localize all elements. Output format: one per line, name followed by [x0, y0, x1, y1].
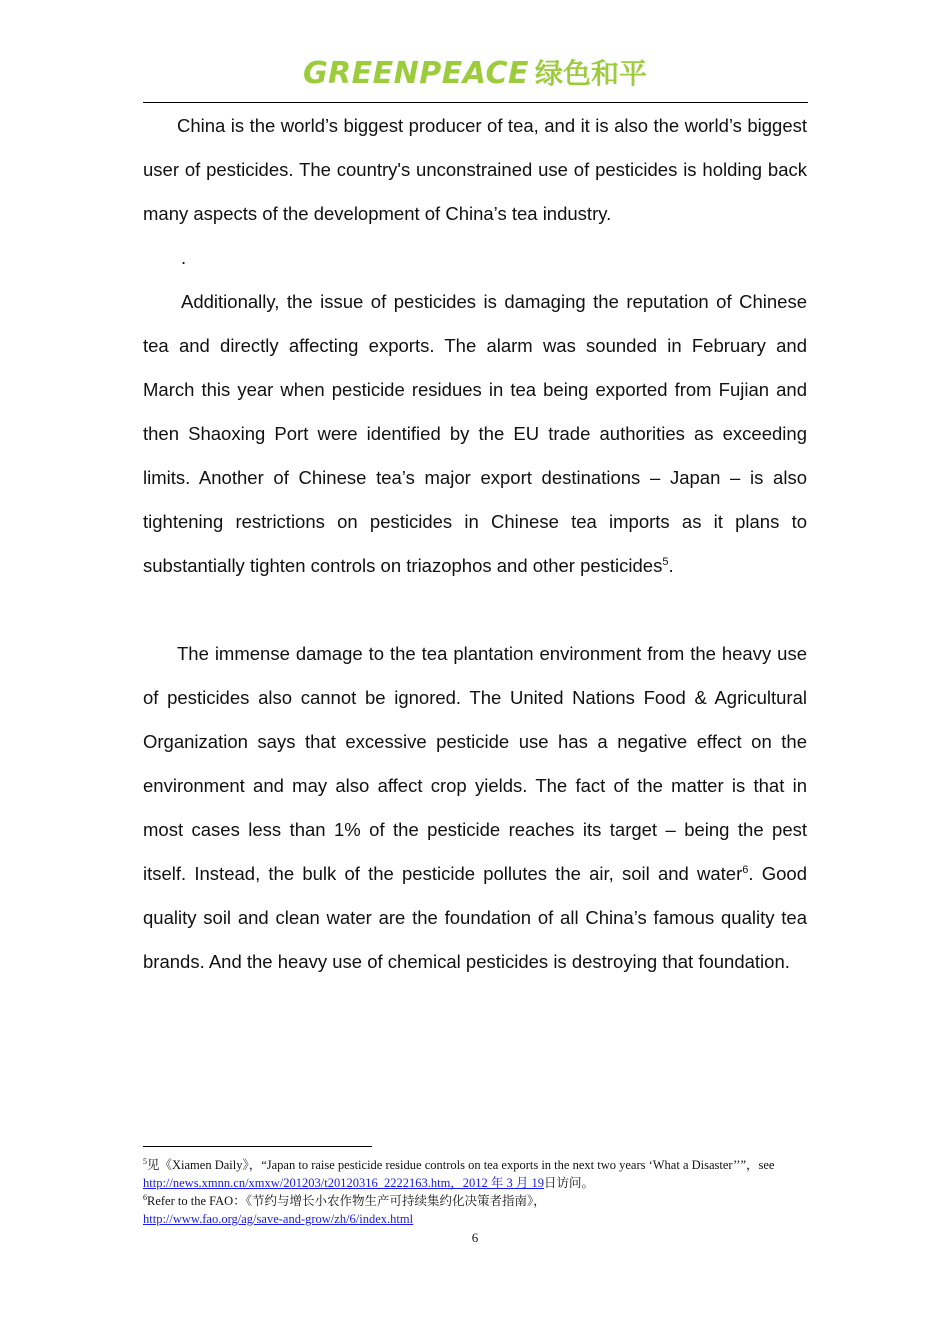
footnote-ref-6: 6	[742, 863, 749, 876]
paragraph-gap	[143, 588, 807, 632]
footnote-6-text: Refer to the FAO：《节约与增长小农作物生产可持续集约化决策者指南》，	[147, 1194, 546, 1208]
footnote-rule	[143, 1146, 372, 1147]
footnote-5	[143, 1156, 807, 1192]
body-text	[143, 104, 807, 984]
page-number: 6	[471, 1230, 479, 1245]
greenpeace-logo	[0, 52, 950, 92]
footnote-5-text-a: 见《Xiamen Daily》，“Japan to raise pesticide residue controls on tea exports in the next two years ‘What a Disaster’’”，see	[147, 1158, 775, 1172]
footnote-5-link[interactable]: http://news.xmnn.cn/xmxw/201203/t20120316_2222163.htm，2012 年 3 月 19	[143, 1176, 545, 1190]
footnote-5-text-b: 日访问。	[544, 1176, 595, 1190]
paragraph-3	[143, 632, 807, 984]
paragraph-1: China is the world’s biggest producer of tea, and it is also the world’s biggest user of pesticides. The country's unconstrained use of pesticides is holding back many aspects of the development of China’s tea industry.	[143, 115, 807, 224]
paragraph-2-text: Additionally, the issue of pesticides is damaging the reputation of Chinese tea and directly affecting exports. The alarm was sounded in February and March this year when pesticide residues in tea being exported from Fujian and then Shaoxing Port were identified by the EU trade authorities as exceeding limits. Another of Chinese tea’s major export destinations – Japan – is also tightening restrictions on pesticides in Chinese tea imports as it plans to substantially tighten controls on triazophos and other pesticides	[143, 291, 807, 576]
footnote-6-link[interactable]: http://www.fao.org/ag/save-and-grow/zh/6/index.html	[143, 1212, 414, 1226]
footnote-6	[143, 1192, 807, 1228]
footnote-6-number: 6	[143, 1192, 147, 1202]
footnote-ref-5: 5	[662, 555, 669, 568]
paragraph-2-end: .	[668, 555, 674, 576]
paragraph-2	[143, 280, 807, 588]
logo-chinese: 绿色和平	[535, 57, 648, 90]
logo-wordmark: GREENPEACE	[302, 56, 530, 91]
header-rule	[143, 102, 808, 103]
stray-dot: .	[181, 247, 187, 268]
paragraph-3-text-a: The immense damage to the tea plantation environment from the heavy use of pesticides also cannot be ignored. The United Nations Food & Agricultural Organization says that excessive pesticide use has a negative effect on the environment and may also affect crop yields. The fact of the matter is that in most cases less than 1% of the pesticide reaches its target – being the pest itself. Instead, the bulk of the pesticide pollutes the air, soil and water	[143, 643, 807, 884]
footnote-5-number: 5	[143, 1156, 147, 1166]
paragraph-3-text-b: . Good quality soil and clean water are the foundation of all China’s famous quality tea brands. And the heavy use of chemical pesticides is destroying that foundation.	[143, 863, 807, 972]
footnotes	[143, 1156, 807, 1228]
